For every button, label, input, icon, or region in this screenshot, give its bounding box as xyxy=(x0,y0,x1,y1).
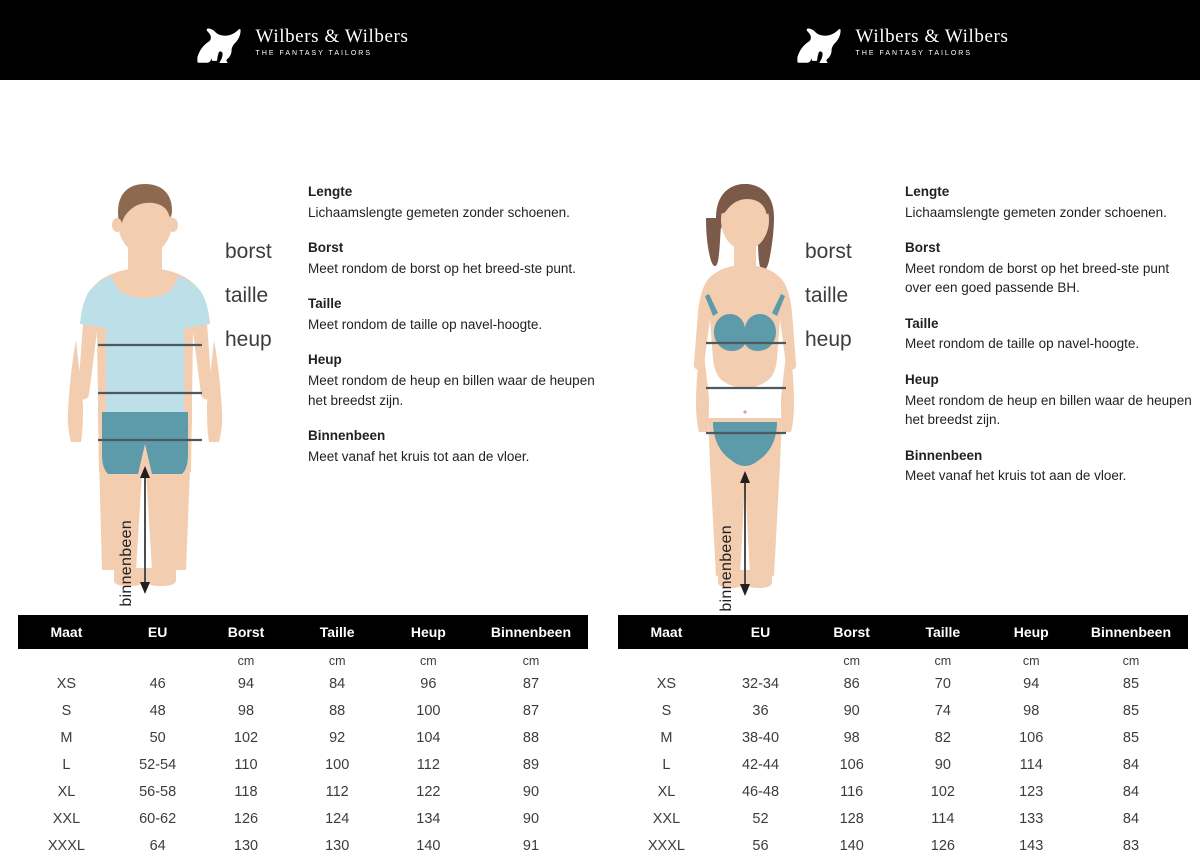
table-row xyxy=(18,697,588,724)
cell-taille: 74 xyxy=(934,702,951,719)
desc-title: Heup xyxy=(905,371,939,387)
cell-eu: 64 xyxy=(149,837,166,854)
cell-heup: 114 xyxy=(1019,756,1043,773)
unit-cell xyxy=(115,649,201,670)
figure-label-chest: borst xyxy=(225,240,272,263)
cell-binnenbeen: 87 xyxy=(522,702,540,719)
desc-title: Taille xyxy=(905,315,939,331)
cell-borst: 86 xyxy=(843,675,860,692)
cell-taille: 124 xyxy=(325,810,350,827)
brand-name: Wilbers & Wilbers xyxy=(255,25,409,47)
desc-title: Heup xyxy=(308,352,342,368)
cell-borst: 140 xyxy=(839,837,864,854)
desc-text: Meet rondom de heup en billen waar de heupen het breedst zijn. xyxy=(905,392,1192,428)
cell-borst: 126 xyxy=(233,810,259,827)
cell-taille: 102 xyxy=(930,783,955,800)
page-header xyxy=(0,0,1200,80)
cell-borst: 98 xyxy=(843,729,860,746)
cell-taille: 88 xyxy=(329,702,346,719)
womens-inseam-label: binnenbeen xyxy=(718,525,735,612)
cell-taille: 90 xyxy=(934,756,951,773)
desc-title: Binnenbeen xyxy=(905,447,983,463)
cell-taille: 126 xyxy=(930,837,955,854)
cell-heup: 104 xyxy=(416,729,441,746)
table-units-row xyxy=(618,649,1188,670)
cell-maat: XL xyxy=(57,783,76,800)
cell-taille: 92 xyxy=(329,729,346,746)
unit-cell: cm xyxy=(420,654,437,668)
th-eu: EU xyxy=(115,615,201,649)
cell-maat: M xyxy=(660,729,673,746)
brand-logo-left xyxy=(150,16,450,68)
th-taille: Taille xyxy=(897,615,988,649)
cell-eu: 52-54 xyxy=(139,756,177,773)
cell-taille: 84 xyxy=(329,675,346,692)
cell-binnenbeen: 87 xyxy=(522,675,540,692)
th-binnenbeen: Binnenbeen xyxy=(1074,615,1188,649)
cell-maat: XS xyxy=(56,675,77,692)
cell-eu: 36 xyxy=(752,702,769,719)
table-row xyxy=(618,697,1188,724)
cell-binnenbeen: 90 xyxy=(522,810,540,827)
mens-size-table xyxy=(18,615,588,859)
th-maat: Maat xyxy=(18,615,115,649)
cell-heup: 94 xyxy=(1023,675,1040,692)
cell-maat: L xyxy=(662,756,671,773)
unit-cell: cm xyxy=(1122,654,1140,668)
desc-title: Borst xyxy=(308,240,344,256)
table-units-row xyxy=(18,649,588,670)
brand-logo-right xyxy=(750,16,1050,68)
unit-cell: cm xyxy=(843,654,860,668)
unit-cell: cm xyxy=(1022,654,1040,668)
cell-eu: 56 xyxy=(752,837,769,854)
desc-text: Meet vanaf het kruis tot aan de vloer. xyxy=(308,448,530,464)
cell-eu: 42-44 xyxy=(741,756,780,773)
cell-maat: XXL xyxy=(652,810,681,827)
figure-label-waist: taille xyxy=(225,284,269,307)
desc-item-heup xyxy=(905,370,1195,430)
cell-heup: 143 xyxy=(1019,837,1044,854)
unit-cell: cm xyxy=(522,654,540,668)
womens-figure-measure-labels xyxy=(805,230,852,362)
desc-text: Lichaamslengte gemeten zonder schoenen. xyxy=(308,204,570,220)
desc-text: Meet rondom de borst op het breed-ste punt over een goed passende BH. xyxy=(905,260,1170,296)
desc-item-lengte xyxy=(905,182,1195,222)
desc-item-heup xyxy=(308,350,598,410)
figure-label-chest: borst xyxy=(805,240,852,263)
table-row xyxy=(618,724,1188,751)
cell-borst: 110 xyxy=(234,756,258,773)
th-binnenbeen: Binnenbeen xyxy=(474,615,588,649)
cell-eu: 32-34 xyxy=(741,675,780,692)
unit-cell xyxy=(618,649,715,670)
desc-text: Meet rondom de heup en billen waar de heupen het breedst zijn. xyxy=(308,372,595,408)
womens-measure-descriptions xyxy=(905,182,1195,502)
brand-text-right xyxy=(856,27,1009,58)
th-heup: Heup xyxy=(988,615,1074,649)
womens-size-table xyxy=(618,615,1188,859)
cell-binnenbeen: 85 xyxy=(1122,729,1140,746)
table-row xyxy=(18,670,588,697)
table-row xyxy=(18,832,588,859)
unit-cell: cm xyxy=(328,654,346,668)
brand-tagline: THE FANTASY TAILORS xyxy=(255,50,372,58)
table-row xyxy=(618,832,1188,859)
th-heup: Heup xyxy=(383,615,474,649)
cell-borst: 94 xyxy=(237,675,255,692)
cell-eu: 48 xyxy=(149,702,166,719)
cell-heup: 122 xyxy=(416,783,441,800)
cell-eu: 60-62 xyxy=(139,810,177,827)
table-row xyxy=(18,751,588,778)
cell-borst: 98 xyxy=(237,702,255,719)
cell-eu: 50 xyxy=(149,729,166,746)
cell-borst: 116 xyxy=(840,783,864,800)
desc-item-taille xyxy=(905,314,1195,354)
cell-eu: 46 xyxy=(149,675,166,692)
cell-eu: 52 xyxy=(752,810,769,827)
cell-heup: 106 xyxy=(1019,729,1044,746)
cell-binnenbeen: 91 xyxy=(522,837,540,854)
th-taille: Taille xyxy=(292,615,383,649)
horse-logo-icon xyxy=(192,21,246,63)
th-eu: EU xyxy=(715,615,806,649)
table-row xyxy=(618,778,1188,805)
mens-size-section xyxy=(0,80,600,854)
desc-item-borst xyxy=(905,238,1195,298)
cell-heup: 134 xyxy=(416,810,441,827)
cell-binnenbeen: 83 xyxy=(1122,837,1140,854)
cell-maat: XXXL xyxy=(647,837,685,854)
cell-taille: 100 xyxy=(325,756,350,773)
cell-maat: M xyxy=(60,729,73,746)
brand-text-left xyxy=(256,27,409,58)
table-header-row xyxy=(618,615,1188,649)
desc-item-binnenbeen xyxy=(905,446,1195,486)
cell-heup: 140 xyxy=(416,837,441,854)
figure-label-waist: taille xyxy=(805,284,849,307)
unit-cell: cm xyxy=(237,654,255,668)
figure-label-hip: heup xyxy=(225,328,272,351)
desc-title: Lengte xyxy=(905,184,950,199)
cell-borst: 118 xyxy=(234,783,258,800)
cell-heup: 112 xyxy=(416,756,440,773)
cell-borst: 90 xyxy=(843,702,860,719)
desc-text: Meet vanaf het kruis tot aan de vloer. xyxy=(905,468,1127,484)
womens-size-table-wrap xyxy=(618,615,1188,859)
desc-text: Meet rondom de borst op het breed-ste punt. xyxy=(308,260,576,276)
unit-cell xyxy=(715,649,806,670)
cell-borst: 128 xyxy=(839,810,864,827)
cell-heup: 96 xyxy=(420,675,437,692)
cell-maat: XXXL xyxy=(47,837,85,854)
desc-title: Binnenbeen xyxy=(308,428,386,444)
cell-binnenbeen: 89 xyxy=(522,756,540,773)
desc-item-binnenbeen xyxy=(308,426,598,466)
cell-binnenbeen: 84 xyxy=(1122,756,1140,773)
cell-borst: 106 xyxy=(839,756,864,773)
womens-size-section xyxy=(600,80,1200,854)
unit-cell: cm xyxy=(934,654,952,668)
cell-heup: 123 xyxy=(1019,783,1044,800)
unit-cell xyxy=(18,649,115,670)
table-row xyxy=(18,724,588,751)
table-row xyxy=(18,778,588,805)
cell-eu: 46-48 xyxy=(741,783,780,800)
cell-taille: 114 xyxy=(931,810,955,827)
cell-maat: S xyxy=(61,702,72,719)
cell-heup: 100 xyxy=(416,702,441,719)
cell-maat: XXL xyxy=(52,810,81,827)
brand-tagline: THE FANTASY TAILORS xyxy=(855,50,972,58)
cell-maat: XS xyxy=(656,675,677,692)
cell-heup: 133 xyxy=(1019,810,1044,827)
cell-taille: 112 xyxy=(325,783,349,800)
th-borst: Borst xyxy=(806,615,897,649)
mens-size-table-wrap xyxy=(18,615,588,859)
table-header-row xyxy=(18,615,588,649)
th-borst: Borst xyxy=(200,615,291,649)
cell-eu: 56-58 xyxy=(139,783,177,800)
desc-text: Lichaamslengte gemeten zonder schoenen. xyxy=(905,204,1167,220)
desc-title: Taille xyxy=(308,296,342,312)
table-row xyxy=(618,751,1188,778)
figure-label-hip: heup xyxy=(805,328,852,351)
cell-binnenbeen: 85 xyxy=(1122,675,1140,692)
mens-measure-descriptions xyxy=(308,182,598,482)
cell-taille: 70 xyxy=(934,675,951,692)
desc-text: Meet rondom de taille op navel-hoogte. xyxy=(308,316,543,332)
cell-binnenbeen: 88 xyxy=(522,729,540,746)
desc-text: Meet rondom de taille op navel-hoogte. xyxy=(905,336,1140,352)
desc-item-lengte xyxy=(308,182,598,222)
cell-borst: 130 xyxy=(233,837,259,854)
cell-binnenbeen: 85 xyxy=(1122,702,1140,719)
table-row xyxy=(18,805,588,832)
cell-maat: L xyxy=(62,756,71,773)
cell-maat: S xyxy=(661,702,672,719)
desc-item-borst xyxy=(308,238,598,278)
th-maat: Maat xyxy=(618,615,715,649)
desc-item-taille xyxy=(308,294,598,334)
table-row xyxy=(618,670,1188,697)
cell-maat: XL xyxy=(657,783,676,800)
desc-title: Lengte xyxy=(308,184,353,199)
mens-inseam-label: binnenbeen xyxy=(118,520,135,607)
cell-binnenbeen: 84 xyxy=(1122,783,1140,800)
brand-name: Wilbers & Wilbers xyxy=(855,25,1009,47)
cell-taille: 130 xyxy=(325,837,350,854)
horse-logo-icon xyxy=(792,21,846,63)
cell-heup: 98 xyxy=(1023,702,1040,719)
cell-taille: 82 xyxy=(934,729,951,746)
desc-title: Borst xyxy=(905,240,941,256)
cell-binnenbeen: 84 xyxy=(1122,810,1140,827)
table-row xyxy=(618,805,1188,832)
mens-figure-measure-labels xyxy=(225,230,272,362)
cell-eu: 38-40 xyxy=(741,729,780,746)
cell-borst: 102 xyxy=(233,729,259,746)
cell-binnenbeen: 90 xyxy=(522,783,540,800)
